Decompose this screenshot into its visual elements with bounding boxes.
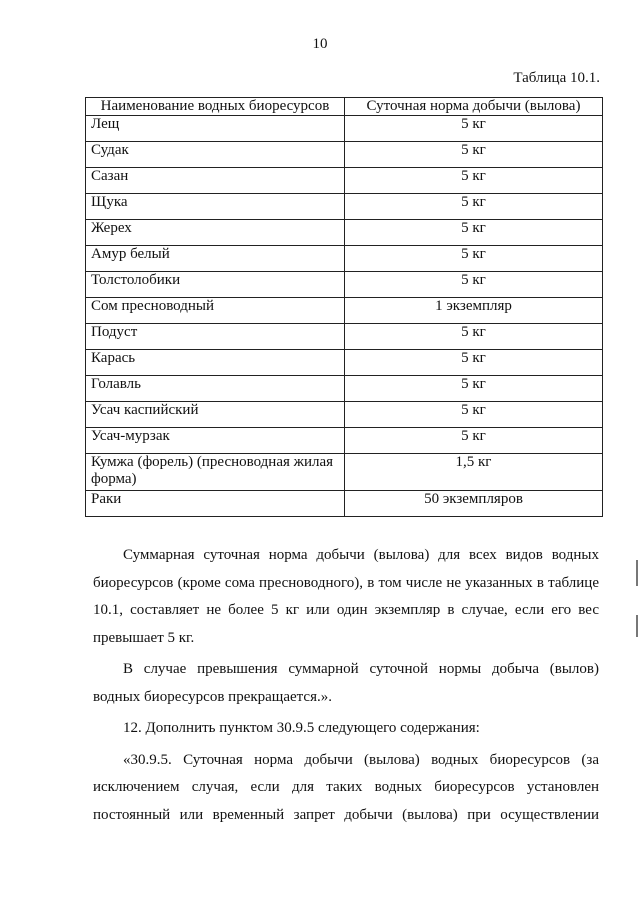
daily-norm-cell: 5 кг [345, 402, 603, 428]
table-row [86, 298, 603, 324]
species-cell: Усач-мурзак [86, 428, 345, 454]
daily-norm-cell: 5 кг [345, 246, 603, 272]
table-row [86, 272, 603, 298]
daily-norm-cell: 5 кг [345, 428, 603, 454]
table-row [86, 220, 603, 246]
daily-norm-cell: 1 экземпляр [345, 298, 603, 324]
table-row [86, 116, 603, 142]
daily-norm-cell: 5 кг [345, 142, 603, 168]
header-species: Наименование водных биоресурсов [86, 98, 345, 116]
species-cell: Раки [86, 491, 345, 517]
daily-norm-cell: 5 кг [345, 168, 603, 194]
paragraph-amendment: 12. Дополнить пунктом 30.9.5 следующего содержания: [123, 720, 480, 736]
scan-edge-mark [636, 615, 638, 637]
species-cell: Сазан [86, 168, 345, 194]
daily-norm-cell: 50 экземпляров [345, 491, 603, 517]
table-row [86, 491, 603, 517]
table-header-row [86, 98, 603, 116]
daily-norm-cell: 5 кг [345, 194, 603, 220]
table-row [86, 194, 603, 220]
species-cell: Лещ [86, 116, 345, 142]
species-cell: Амур белый [86, 246, 345, 272]
table-row [86, 376, 603, 402]
table-row [86, 324, 603, 350]
paragraph-exceeding: В случае превышения суммарной суточной нормы добыча (вылов) водных биоресурсов прекращается.». [93, 661, 599, 705]
species-cell: Толстолобики [86, 272, 345, 298]
species-cell: Щука [86, 194, 345, 220]
catch-quota-table [85, 97, 603, 517]
table-row [86, 350, 603, 376]
species-cell: Судак [86, 142, 345, 168]
table-caption: Таблица 10.1. [513, 70, 600, 86]
daily-norm-cell: 5 кг [345, 376, 603, 402]
species-cell: Кумжа (форель) (пресноводная жилая форма) [86, 454, 345, 491]
species-cell: Жерех [86, 220, 345, 246]
table-row [86, 454, 603, 491]
daily-norm-cell: 5 кг [345, 272, 603, 298]
table-row [86, 142, 603, 168]
daily-norm-cell: 1,5 кг [345, 454, 603, 491]
table-row [86, 428, 603, 454]
page-number: 10 [312, 36, 328, 52]
table-row [86, 246, 603, 272]
daily-norm-cell: 5 кг [345, 324, 603, 350]
species-cell: Сом пресноводный [86, 298, 345, 324]
header-daily-norm: Суточная норма добычи (вылова) [345, 98, 603, 116]
daily-norm-cell: 5 кг [345, 116, 603, 142]
daily-norm-cell: 5 кг [345, 220, 603, 246]
daily-norm-cell: 5 кг [345, 350, 603, 376]
species-cell: Подуст [86, 324, 345, 350]
table-row [86, 402, 603, 428]
paragraph-total-norm: Суммарная суточная норма добычи (вылова) для всех видов водных биоресурсов (кроме сома пресноводного), в том числе не указанных в таблице 10.1, составляет не более 5 кг или один экземпляр в случае, если его вес превышает 5 кг. [93, 547, 599, 646]
species-cell: Усач каспийский [86, 402, 345, 428]
body-text [93, 542, 599, 833]
table-row [86, 168, 603, 194]
species-cell: Голавль [86, 376, 345, 402]
species-cell: Карась [86, 350, 345, 376]
paragraph-30-9-5: «30.9.5. Суточная норма добычи (вылова) водных биоресурсов (за исключением случая, если для таких водных биоресурсов установлен постоянный или временный запрет добычи (вылова) при осуществлении [93, 751, 599, 823]
scan-edge-mark [636, 560, 638, 586]
table-body [86, 116, 603, 517]
